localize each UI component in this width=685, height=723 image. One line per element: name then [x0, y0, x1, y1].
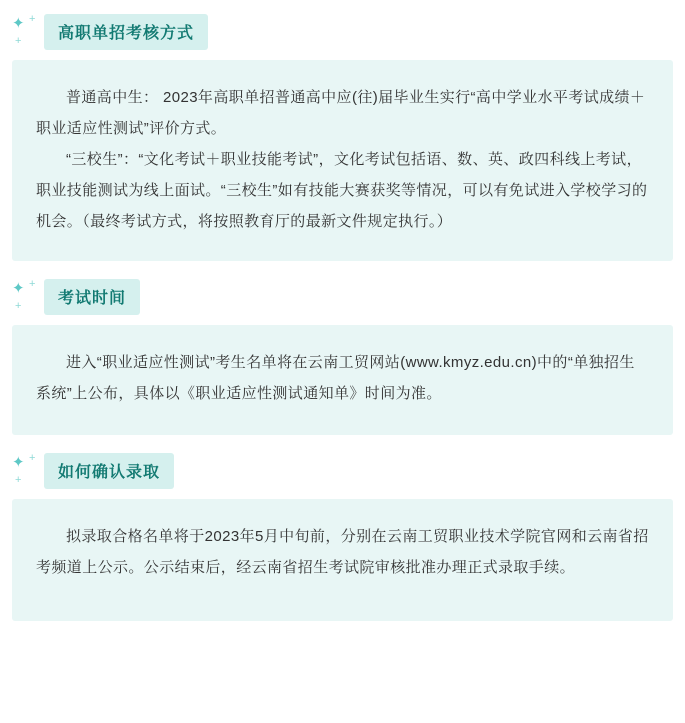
- section-admission-confirmation: [12, 453, 673, 621]
- sparkle-icon: ✦: [12, 280, 25, 297]
- sparkle-icon: ✦: [12, 15, 25, 32]
- top-spacer: [12, 0, 673, 14]
- section-heading: 考试时间: [44, 279, 140, 315]
- section-exam-method: [12, 14, 673, 261]
- section-body: [12, 60, 673, 261]
- sparkle-icon: ✦: [12, 454, 25, 471]
- plus-icon: +: [15, 35, 22, 47]
- section-heading: 高职单招考核方式: [44, 14, 208, 50]
- paragraph: “三校生”：“文化考试＋职业技能考试”，文化考试包括语、数、英、政四科线上考试，职业技能测试为线上面试。“三校生”如有技能大赛获奖等情况，可以有免试进入学校学习的机会。（最终考试方式，将按照教育厅的最新文件规定执行。）: [36, 151, 648, 230]
- plus-icon: +: [29, 13, 36, 25]
- paragraph: 拟录取合格名单将于2023年5月中旬前，分别在云南工贸职业技术学院官网和云南省招考频道上公示。公示结束后，经云南省招生考试院审核批准办理正式录取手续。: [36, 528, 649, 576]
- paragraph: 普通高中生： 2023年高职单招普通高中应(往)届毕业生实行“高中学业水平考试成绩＋职业适应性测试”评价方式。: [36, 89, 646, 137]
- plus-icon: +: [29, 278, 36, 290]
- plus-icon: +: [29, 452, 36, 464]
- paragraph: 进入“职业适应性测试”考生名单将在云南工贸网站(www.kmyz.edu.cn)中的“单独招生系统”上公布，具体以《职业适应性测试通知单》时间为准。: [36, 354, 635, 402]
- section-body: [12, 499, 673, 621]
- plus-icon: +: [15, 474, 22, 486]
- plus-icon: +: [15, 300, 22, 312]
- section-exam-time: [12, 279, 673, 435]
- section-body: [12, 325, 673, 435]
- section-heading: 如何确认录取: [44, 453, 174, 489]
